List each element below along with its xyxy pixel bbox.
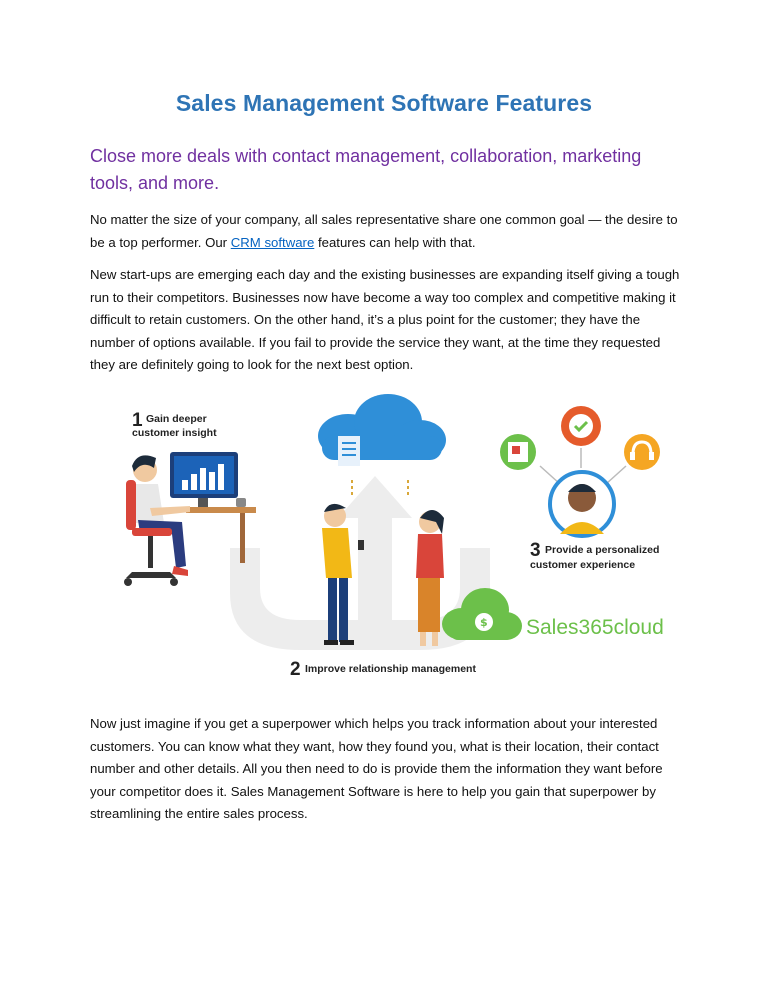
woman-figure <box>416 510 444 646</box>
intro-text-after-link: features can help with that. <box>314 234 476 250</box>
crm-software-link[interactable]: CRM software <box>230 234 315 250</box>
step1-line2: customer insight <box>132 427 217 439</box>
page-title: Sales Management Software Features <box>175 90 593 116</box>
crm-illustration <box>90 388 682 688</box>
sales365cloud-logo <box>442 588 522 640</box>
cloud-icon <box>318 394 446 466</box>
step3-line2: customer experience <box>530 559 636 571</box>
checkmark-badge-icon <box>561 406 601 446</box>
superpower-paragraph: Now just imagine if you get a superpower which helps you track information about your interested customers. You can know what they want, how they found you, what is their location, their contact number and other details. All you then need to do is provide them the information they want before your competitor does it. Sales Management Software is here to help you gain that superpower by streamlining the entire sales process. <box>90 716 663 821</box>
step3-line1: Provide a personalized <box>545 544 660 556</box>
brand-name: Sales365cloud <box>526 616 664 639</box>
step1-line1: Gain deeper <box>146 413 207 425</box>
step2-text: Improve relationship management <box>305 663 476 675</box>
document-badge-icon <box>500 434 536 470</box>
intro-paragraph <box>90 209 680 254</box>
intro-text-before-link: No matter the size of your company, all sales representative share one common goal — the desire to be a top performer. Our <box>90 212 678 250</box>
startups-paragraph: New start-ups are emerging each day and the existing businesses are expanding itself giving a tough run to their competitors. Businesses now have become a way too complex and competitive making it difficult to retain customers. On the other hand, it’s a plus point for the customer; they have the number of options available. If you fail to provide the service they want, at the time they requested they are definitely going to look for the next best option. <box>90 267 680 372</box>
customer-avatar <box>550 472 614 536</box>
page-subtitle: Close more deals with contact management, collaboration, marketing tools, and more. <box>90 146 642 193</box>
step2-number: 2 <box>290 659 301 680</box>
svg-text:$: $ <box>480 616 488 629</box>
step3-number: 3 <box>530 540 541 561</box>
step1-number: 1 <box>132 410 143 431</box>
headset-badge-icon <box>624 434 660 470</box>
